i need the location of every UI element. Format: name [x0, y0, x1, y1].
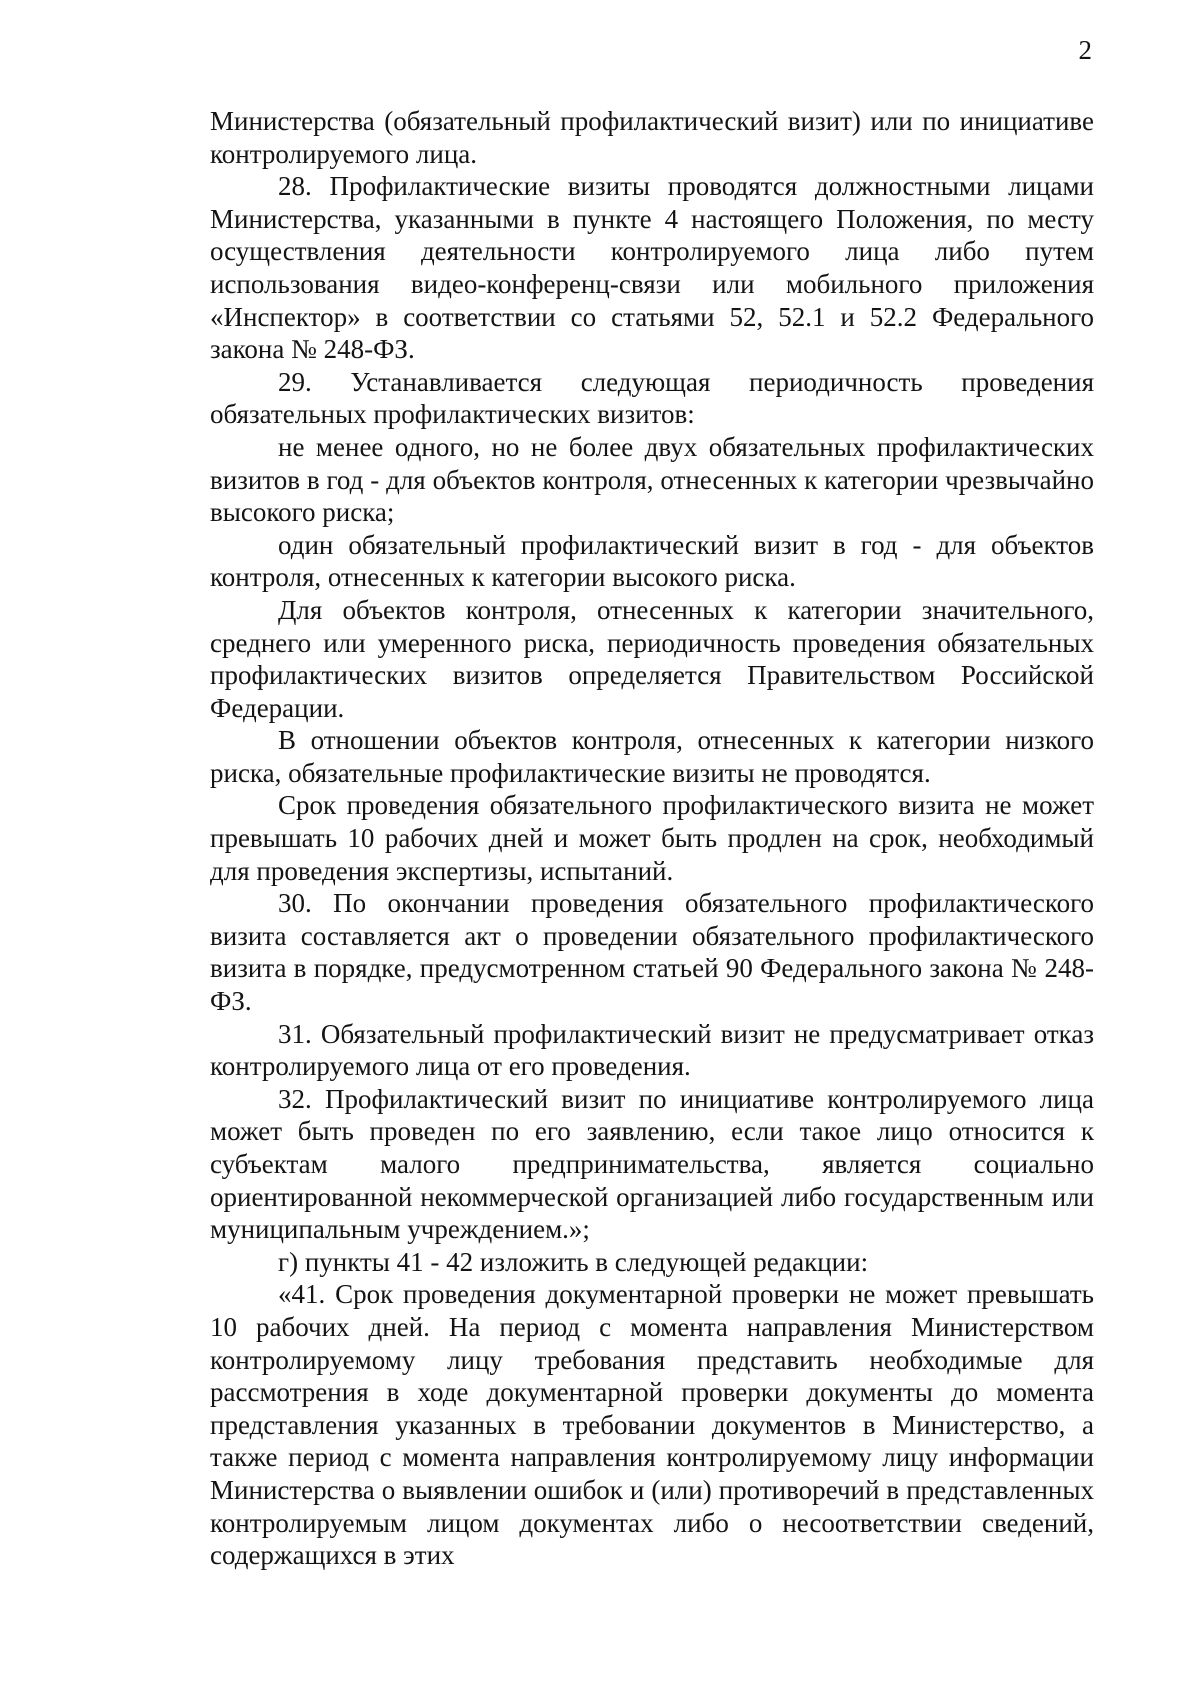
paragraph-29-low-risk: В отношении объектов контроля, отнесенных к категории низкого риска, обязательные профилактические визиты не проводятся.	[210, 725, 1094, 788]
page-number: 2	[1078, 35, 1092, 65]
paragraph-32: 32. Профилактический визит по инициативе контролируемого лица может быть проведен по его заявлению, если такое лицо относится к субъектам малого предпринимательства, является социально ориентированной некоммерческой организацией либо государственным или муниципальным учреждением.»;	[210, 1083, 1094, 1245]
paragraph-29-duration: Срок проведения обязательного профилактического визита не может превышать 10 рабочих дней и может быть продлен на срок, необходимый для проведения экспертизы, испытаний.	[210, 790, 1094, 886]
paragraph-29: 29. Устанавливается следующая периодичность проведения обязательных профилактических визитов:	[210, 366, 1094, 430]
paragraph-28: 28. Профилактические визиты проводятся должностными лицами Министерства, указанными в пункте 4 настоящего Положения, по месту осуществления деятельности контролируемого лица либо путем использования видео-конференц-связи или мобильного приложения «Инспектор» в соответствии со статьями 52, 52.1 и 52.2 Федерального закона № 248-ФЗ.	[210, 171, 1094, 365]
paragraph-continuation: Министерства (обязательный профилактический визит) или по инициативе контролируемого лица.	[210, 106, 1094, 169]
paragraph-41: «41. Срок проведения документарной проверки не может превышать 10 рабочих дней. На период с момента направления Министерством контролируемому лицу требования представить необходимые для рассмотрения в ходе документарной проверки документы до момента представления указанных в требовании документов в Министерство, а также период с момента направления контролируемому лицу информации Министерства о выявлении ошибок и (или) противоречий в представленных контролируемым лицом документах либо о несоответствии сведений, содержащихся в этих	[210, 1279, 1094, 1571]
paragraph-item-g: г) пункты 41 - 42 изложить в следующей редакции:	[278, 1246, 869, 1277]
document-body	[210, 105, 1094, 1572]
paragraph-29-significant-risk: Для объектов контроля, отнесенных к категории значительного, среднего или умеренного риска, периодичность проведения обязательных профилактических визитов определяется Правительством Российской Федерации.	[210, 594, 1094, 723]
paragraph-31: 31. Обязательный профилактический визит не предусматривает отказ контролируемого лица от его проведения.	[210, 1018, 1094, 1082]
paragraph-29-item-extreme-risk: не менее одного, но не более двух обязательных профилактических визитов в год - для объектов контроля, отнесенных к категории чрезвычайно высокого риска;	[210, 431, 1094, 528]
paragraph-30: 30. По окончании проведения обязательного профилактического визита составляется акт о проведении обязательного профилактического визита в порядке, предусмотренном статьей 90 Федерального закона № 248-ФЗ.	[210, 888, 1094, 1017]
paragraph-29-item-high-risk: один обязательный профилактический визит в год - для объектов контроля, отнесенных к категории высокого риска.	[210, 529, 1094, 593]
